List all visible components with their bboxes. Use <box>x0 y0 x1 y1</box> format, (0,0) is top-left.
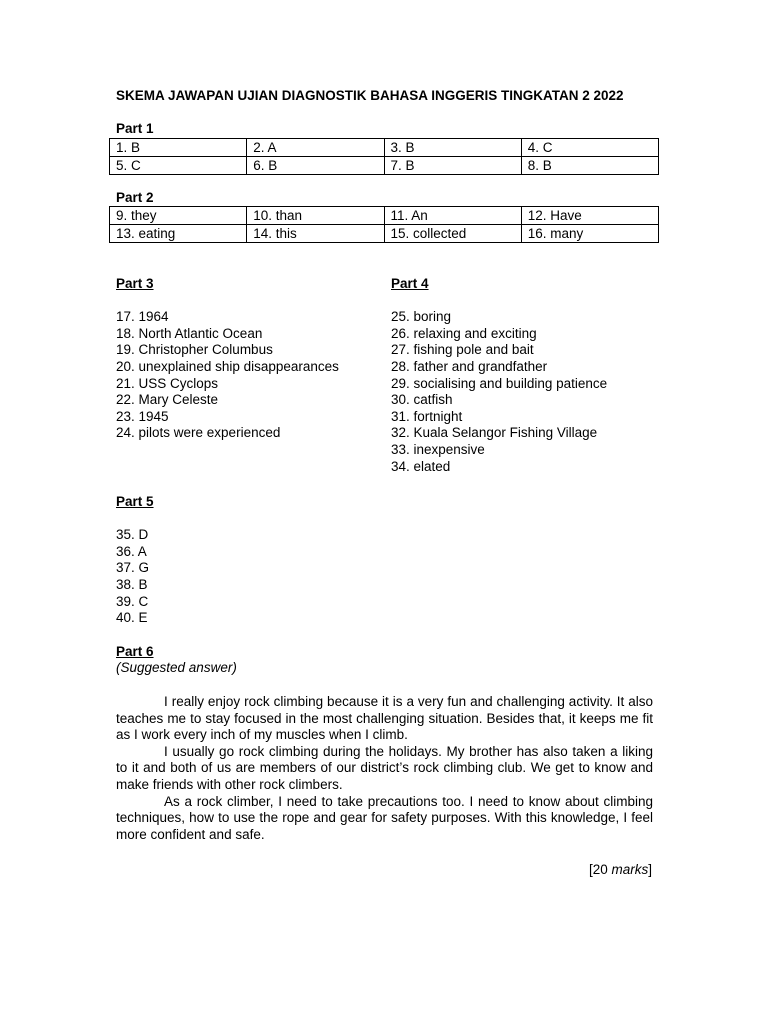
list-item: 39. C <box>116 593 149 609</box>
list-item: 26. relaxing and exciting <box>391 325 537 341</box>
answer-cell: 14. this <box>247 225 384 243</box>
part2-label: Part 2 <box>116 190 154 205</box>
list-item: 27. fishing pole and bait <box>391 342 534 358</box>
answer-cell: 1. B <box>110 139 247 157</box>
list-item: 19. Christopher Columbus <box>116 342 273 358</box>
answer-cell: 15. collected <box>384 225 521 243</box>
list-item: 37. G <box>116 560 150 576</box>
answer-cell: 6. B <box>247 157 384 175</box>
list-item: 34. elated <box>391 458 451 474</box>
list-item: 24. pilots were experienced <box>116 425 281 441</box>
list-item: 29. socialising and building patience <box>391 375 608 391</box>
answer-cell: 16. many <box>521 225 658 243</box>
page-title: SKEMA JAWAPAN UJIAN DIAGNOSTIK BAHASA INGGERIS TINGKATAN 2 2022 <box>116 88 624 103</box>
essay-paragraph: As a rock climber, I need to take precautions too. I need to know about climbing techniques, how to use the rope and gear for safety purposes. With this knowledge, I feel more confident and safe. <box>116 793 653 842</box>
answer-cell: 12. Have <box>521 207 658 225</box>
part3-answer-list <box>116 309 339 442</box>
list-item: 21. USS Cyclops <box>116 375 219 391</box>
answer-cell: 8. B <box>521 157 658 175</box>
part1-answer-table <box>109 138 659 175</box>
table-row <box>110 157 659 175</box>
list-item: 31. fortnight <box>391 408 463 424</box>
answer-cell: 2. A <box>247 139 384 157</box>
answer-cell: 5. C <box>110 157 247 175</box>
table-row <box>110 139 659 157</box>
answer-cell: 4. C <box>521 139 658 157</box>
part3-label: Part 3 <box>116 276 154 291</box>
list-item: 25. boring <box>391 309 452 324</box>
part2-answer-table <box>109 206 659 243</box>
essay-paragraph: I really enjoy rock climbing because it is a very fun and challenging activity. It also teaches me to stay focused in the most challenging situation. Besides that, it keeps me fit as I work every inch of my muscles when I climb. <box>116 694 653 743</box>
answer-cell: 13. eating <box>110 225 247 243</box>
marks-word: marks <box>611 862 649 877</box>
essay-paragraph: I usually go rock climbing during the holidays. My brother has also taken a liking to it and both of us are members of our district’s rock climbing club. We get to know and make friends with other rock climbers. <box>116 743 653 792</box>
answer-cell: 9. they <box>110 207 247 225</box>
list-item: 20. unexplained ship disappearances <box>116 358 339 374</box>
list-item: 36. A <box>116 543 147 559</box>
total-marks <box>589 862 652 879</box>
answer-cell: 10. than <box>247 207 384 225</box>
part4-label: Part 4 <box>391 276 429 291</box>
list-item: 17. 1964 <box>116 309 169 324</box>
part5-label: Part 5 <box>116 494 154 509</box>
list-item: 35. D <box>116 527 149 542</box>
list-item: 30. catfish <box>391 392 453 408</box>
marks-close: ] <box>648 862 652 877</box>
table-row <box>110 225 659 243</box>
list-item: 33. inexpensive <box>391 442 485 458</box>
part4-answer-list <box>391 309 607 475</box>
list-item: 18. North Atlantic Ocean <box>116 325 263 341</box>
part1-label: Part 1 <box>116 121 154 136</box>
list-item: 38. B <box>116 576 148 592</box>
part5-answer-list <box>116 527 149 627</box>
answer-cell: 3. B <box>384 139 521 157</box>
list-item: 23. 1945 <box>116 408 169 424</box>
suggested-essay <box>116 694 653 843</box>
part6-label: Part 6 <box>116 644 154 659</box>
list-item: 22. Mary Celeste <box>116 392 219 408</box>
marks-open: [20 <box>588 862 612 877</box>
list-item: 32. Kuala Selangor Fishing Village <box>391 425 598 441</box>
table-row <box>110 207 659 225</box>
list-item: 40. E <box>116 610 148 626</box>
list-item: 28. father and grandfather <box>391 358 548 374</box>
suggested-answer-note: (Suggested answer) <box>116 660 237 675</box>
answer-cell: 11. An <box>384 207 521 225</box>
answer-cell: 7. B <box>384 157 521 175</box>
